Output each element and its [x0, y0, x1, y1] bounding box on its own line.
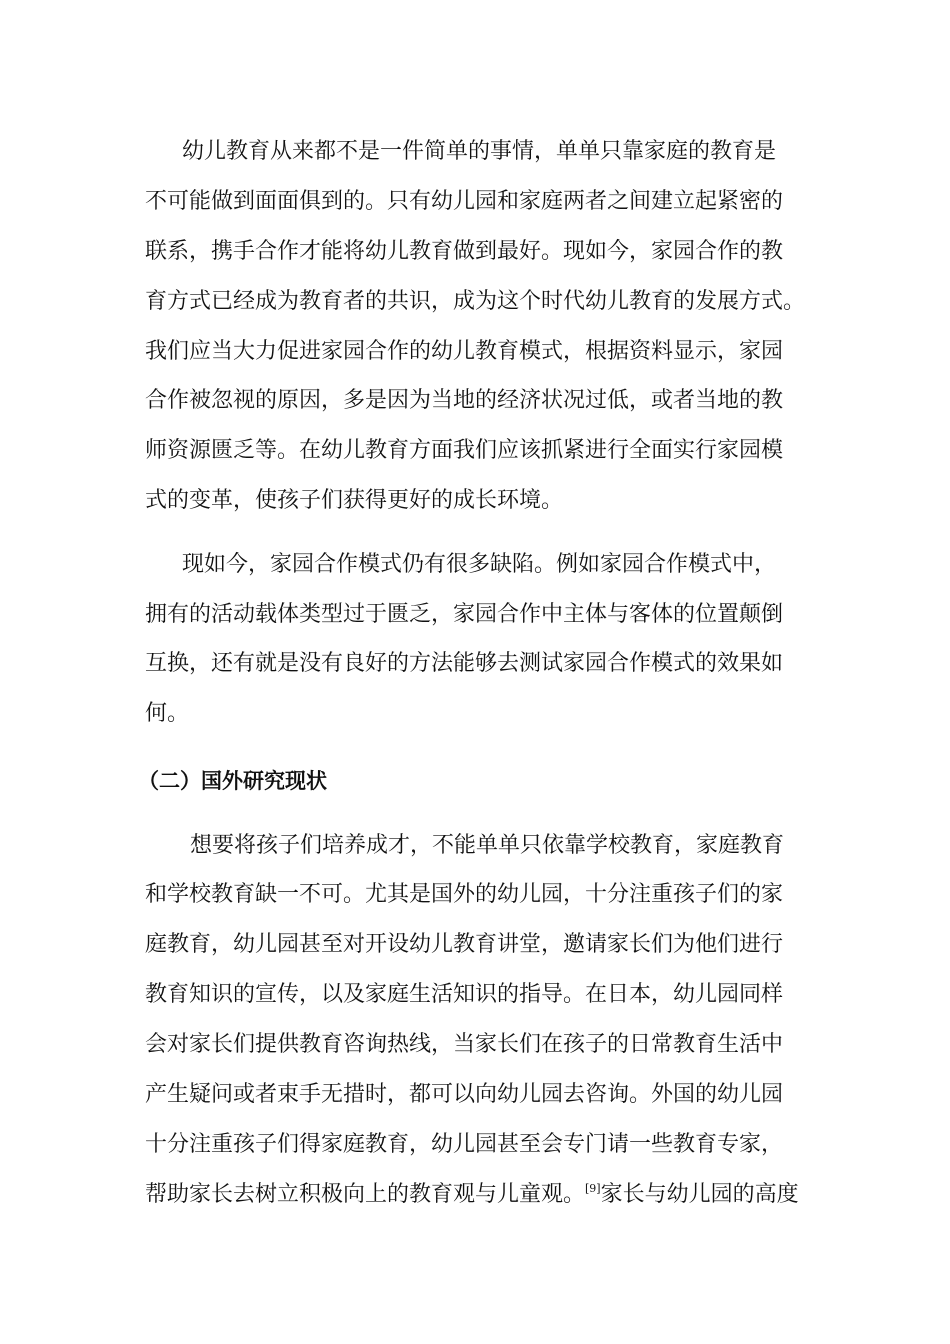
paragraph-3-line-8 — [145, 1180, 799, 1210]
paragraph-1-line-7: 师资源匮乏等。在幼儿教育方面我们应该抓紧进行全面实行家园模 — [145, 438, 784, 463]
paragraph-1-line-4: 育方式已经成为教育者的共识，成为这个时代幼儿教育的发展方式。 — [145, 289, 806, 314]
paragraph-3-line-5: 会对家长们提供教育咨询热线，当家长们在孩子的日常教育生活中 — [145, 1032, 784, 1057]
paragraph-2-line-4: 何。 — [145, 701, 190, 726]
paragraph-3-line-3: 庭教育，幼儿园甚至对开设幼儿教育讲堂，邀请家长们为他们进行 — [145, 932, 784, 957]
paragraph-3-line-4: 教育知识的宣传，以及家庭生活知识的指导。在日本，幼儿园同样 — [145, 982, 784, 1007]
paragraph-1-line-3: 联系，携手合作才能将幼儿教育做到最好。现如今，家园合作的教 — [145, 239, 784, 264]
paragraph-1-line-2: 不可能做到面面俱到的。只有幼儿园和家庭两者之间建立起紧密的 — [145, 189, 784, 214]
paragraph-2-line-1: 现如今，家园合作模式仍有很多缺陷。例如家园合作模式中， — [182, 552, 777, 577]
paragraph-3-line-6: 产生疑问或者束手无措时，都可以向幼儿园去咨询。外国的幼儿园 — [145, 1082, 784, 1107]
paragraph-3-line-8-text-b: 家长与幼儿园的高度 — [600, 1182, 799, 1207]
section-heading: （二）国外研究现状 — [138, 769, 327, 793]
paragraph-1-line-8: 式的变革，使孩子们获得更好的成长环境。 — [145, 488, 564, 513]
paragraph-3-line-2: 和学校教育缺一不可。尤其是国外的幼儿园，十分注重孩子们的家 — [145, 882, 784, 907]
paragraph-1-line-1: 幼儿教育从来都不是一件简单的事情，单单只靠家庭的教育是 — [182, 139, 777, 164]
paragraph-2-line-2: 拥有的活动载体类型过于匮乏，家园合作中主体与客体的位置颠倒 — [145, 602, 784, 627]
paragraph-2-line-3: 互换，还有就是没有良好的方法能够去测试家园合作模式的效果如 — [145, 651, 784, 676]
paragraph-3-line-7: 十分注重孩子们得家庭教育，幼儿园甚至会专门请一些教育专家， — [145, 1132, 784, 1157]
paragraph-1-line-5: 我们应当大力促进家园合作的幼儿教育模式，根据资料显示，家园 — [145, 339, 784, 364]
paragraph-3-line-8-text-a: 帮助家长去树立积极向上的教育观与儿童观。 — [145, 1182, 586, 1207]
paragraph-1-line-6: 合作被忽视的原因，多是因为当地的经济状况过低，或者当地的教 — [145, 388, 784, 413]
citation-reference[interactable]: [9] — [585, 1182, 601, 1195]
paragraph-3-line-1: 想要将孩子们培养成才，不能单单只依靠学校教育，家庭教育 — [190, 833, 785, 858]
